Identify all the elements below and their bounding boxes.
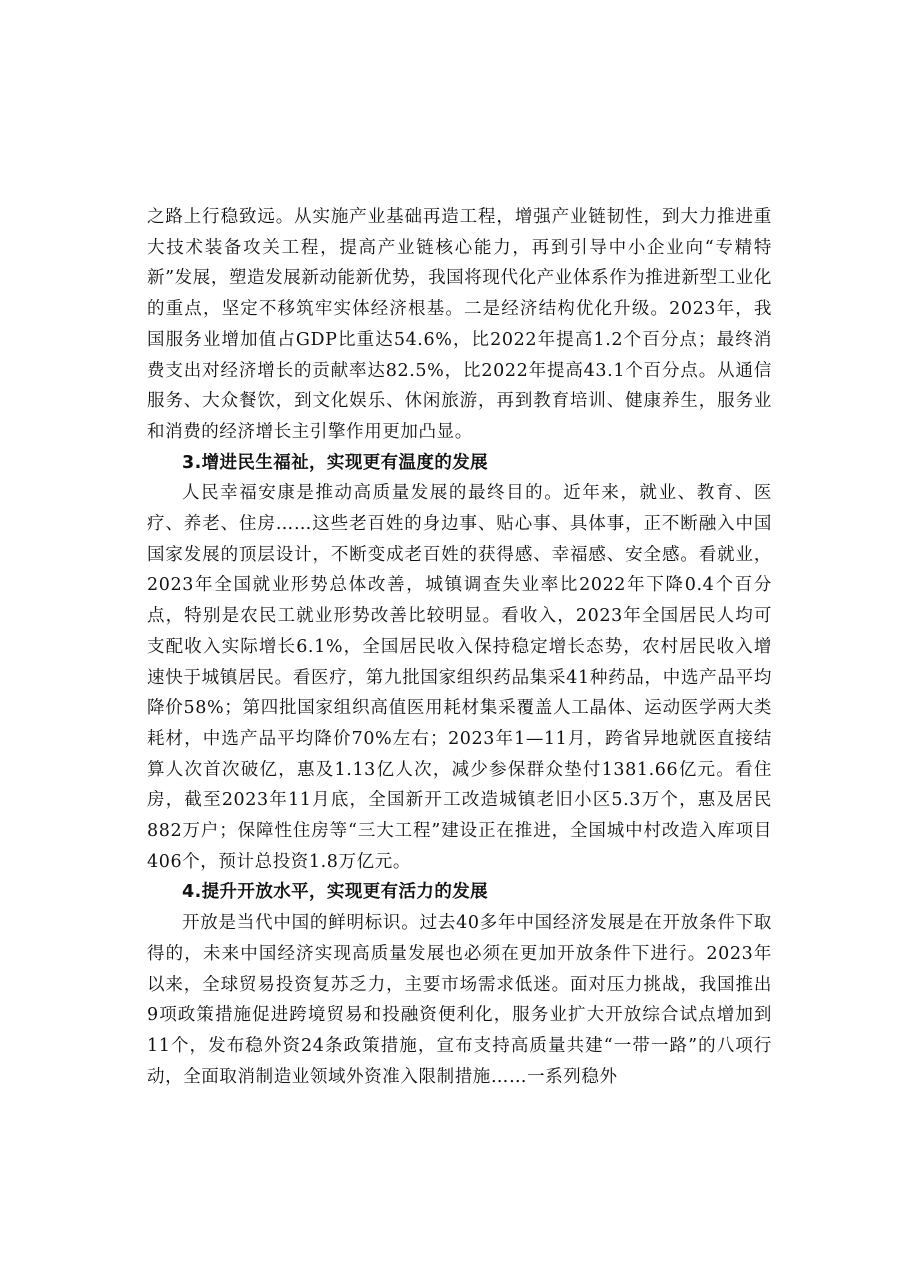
document-body <box>147 202 772 1092</box>
paragraph-opening-up: 开放是当代中国的鲜明标识。过去40多年中国经济发展是在开放条件下取得的，未来中国经济实现高质量发展也必须在更加开放条件下进行。2023年以来，全球贸易投资复苏乏力，主要市场需求低迷。面对压力挑战，我国推出9项政策措施促进跨境贸易和投融资便利化，服务业扩大开放综合试点增加到11个，发布稳外资24条政策措施，宣布支持高质量共建“一带一路”的八项行动，全面取消制造业领域外资准入限制措施……一系列稳外 <box>147 913 772 1087</box>
section-heading-3: 3.增进民生福祉，实现更有温度的发展 <box>182 452 489 473</box>
paragraph-livelihood: 人民幸福安康是推动高质量发展的最终目的。近年来，就业、教育、医疗、养老、住房……这些老百姓的身边事、贴心事、具体事，正不断融入中国国家发展的顶层设计，不断变成老百姓的获得感、幸福感、安全感。看就业，2023年全国就业形势总体改善，城镇调查失业率比2022年下降0.4个百分点，特别是农民工就业形势改善比较明显。看收入，2023年全国居民人均可支配收入实际增长6.1%，全国居民收入保持稳定增长态势，农村居民收入增速快于城镇居民。看医疗，第九批国家组织药品集采41种药品，中选产品平均降价58%；第四批国家组织高值医用耗材集采覆盖人工晶体、运动医学两大类耗材，中选产品平均降价70%左右；2023年1—11月，跨省异地就医直接结算人次首次破亿，惠及1.13亿人次，减少参保群众垫付1381.66亿元。看住房，截至2023年11月底，全国新开工改造城镇老旧小区5.3万个，惠及居民882万户；保障性住房等“三大工程”建设正在推进，全国城中村改造入库项目406个，预计总投资1.8万亿元。 <box>147 483 772 872</box>
paragraph-economic-structure: 之路上行稳致远。从实施产业基础再造工程，增强产业链韧性，到大力推进重大技术装备攻关工程，提高产业链核心能力，再到引导中小企业向“专精特新”发展，塑造发展新动能新优势，我国将现代化产业体系作为推进新型工业化的重点，坚定不移筑牢实体经济根基。二是经济结构优化升级。2023年，我国服务业增加值占GDP比重达54.6%，比2022年提高1.2个百分点；最终消费支出对经济增长的贡献率达82.5%，比2022年提高43.1个百分点。从通信服务、大众餐饮，到文化娱乐、休闲旅游，再到教育培训、健康养生，服务业和消费的经济增长主引擎作用更加凸显。 <box>147 207 772 442</box>
section-heading-4: 4.提升开放水平，实现更有活力的发展 <box>182 882 489 903</box>
